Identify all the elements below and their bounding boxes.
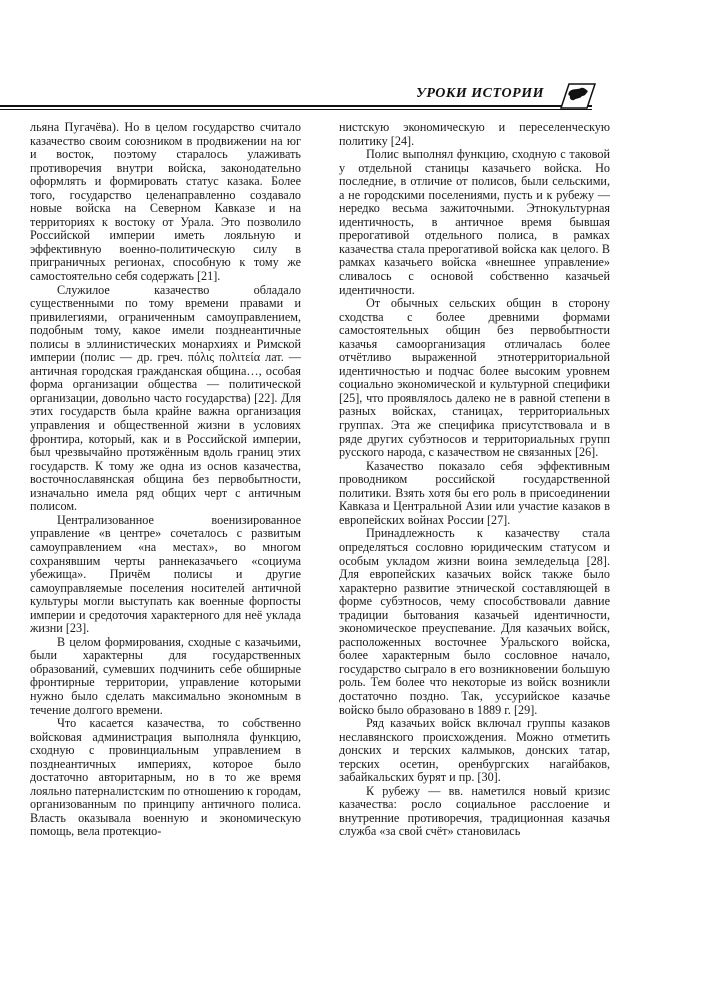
paragraph: Принадлежность к казачеству стала определяться сословно юридическим статусом и особым укладом жизни воина земледельца [28]. Для европейских казачьих войск также было характерно развитие этнической составляющей в форме субэтносов, чему способствовали давние традиции бытования казачьей идентичности, экономическое преуспевание. Для казачьих войск, расположенных восточнее Уральского войска, более характерным было сословное начало, государство сыграло в его возникновении большую роль. Тем более что некоторые из войск возникли достаточно поздно. Так, уссурийское казачье войско было образовано в 1889 г. [29]. <box>339 526 610 717</box>
paragraph: От обычных сельских общин в сторону сходства с более древними формами самоcтоятельных общин без первобытности казачья самоорганизация отличалась более отчётливо выраженной этнотерриториальной идентичностью и подчас более высоким уровнем социально экономической и культурной специфики [25], что проявлялось далеко не в равной степени в разных войсках, станицах, территориальных группах. Эта же специфика присутствовала и в ряде других субэтносов и территориальных групп русского народа, с казачеством не связанных [26]. <box>339 296 610 460</box>
paragraph: К рубежу — вв. наметился новый кризис казачества: росло социальное расслоение и внутренние противоречия, традиционная казачья служба «за свой счёт» становилась <box>339 783 610 839</box>
paragraph: Что касается казачества, то собственно войсковая администрация выполняла функцию, сходную с провинциальным управлением в позднеантичных империях, которое было достаточно авторитарным, но в то же время лояльно патерналистским по отношению к городам, организованным по принципу античного полиса. Власть оказывала военную и экономическую помощь, вела протекцио- <box>30 716 301 839</box>
paragraph: нистскую экономическую и переселенческую политику [24]. <box>339 120 610 148</box>
right-text-column <box>339 121 610 839</box>
paragraph: Служилое казачество обладало существенными по тому времени правами и привилегиями, ограниченным самоуправлением, подобным тому, какое имели позднеантичные полисы в эллинистических монархиях и Римской империи (полис — др. греч. πόλις πολιτεία лат. — античная городская гражданская община…, особая форма организации общества — политической организации, довольно часто государства) [22]. Для этих государств была крайне важна организация управления и общественной жизни в условиях фронтира, который, как и в Российской империи, был чрезвычайно протяжённым вдоль границ этих государств. К тому же одна из основ казачества, восточнославянская община без первобытности, изначально имела ряд общих черт с античным полисом. <box>30 282 301 514</box>
paragraph: Казачество показало себя эффективным проводником российской государственной политики. Взять хотя бы его роль в присоединении Кавказа и Центральной Азии или участие казаков в европейских войнах России [27]. <box>339 458 610 527</box>
paragraph: Централизованное военизированное управление «в центре» сочеталось с развитым самоуправлением «на местах», во многом сохранявшим черты раннеказачьего «социума убежища». Причём полисы и другие самоуправляемые поселения носителей античной культуры могли выступать как военные форпосты империи и средоточия характерного для неё уклада жизни [23]. <box>30 512 301 636</box>
running-header <box>0 84 592 106</box>
section-title: УРОКИ ИСТОРИИ <box>416 86 544 101</box>
map-emblem-icon <box>555 82 597 110</box>
header-rule <box>0 105 592 110</box>
paragraph: В целом формирования, сходные с казачьими, были характерны для государственных образований, сумевших подчинить себе обширные фронтирные территории, управление которыми нужно было сделать максимально экономным в течение долгого времени. <box>30 634 301 717</box>
paragraph: льяна Пугачёва). Но в целом государство считало казачество своим союзником в продвижении на юг и восток, поэтому старалось улаживать противоречия внутри войска, законодательно оформлять и формировать статус казака. Более того, государство целенаправленно создавало новые войска на Северном Кавказе и на территориях к востоку от Урала. Это позволило Российской империи иметь лояльную и эффективную военно-политическую силу в приграничных регионах, способную к тому же самостоятельно себя содержать [21]. <box>30 120 301 284</box>
paragraph: Ряд казачьих войск включал группы казаков неславянского происхождения. Можно отметить донских и терских калмыков, донских татар, терских осетин, оренбургских нагайбаков, забайкальских бурят и пр. [30]. <box>339 716 610 785</box>
paragraph: Полис выполнял функцию, сходную с таковой у отдельной станицы казачьего войска. Но последние, в отличие от полисов, были сельскими, а не городскими поселениями, пусть и к рубежу — нередко весьма зажиточными. Этнокультурная идентичность, в античное время бывшая прерогативой отдельного полиса, в рамках казачества стала прерогативой войска как целого. В рамках казачьего войска «внешнее управление» сливалось с основой собственно казачьей идентичности. <box>339 147 610 297</box>
left-text-column <box>30 121 301 839</box>
